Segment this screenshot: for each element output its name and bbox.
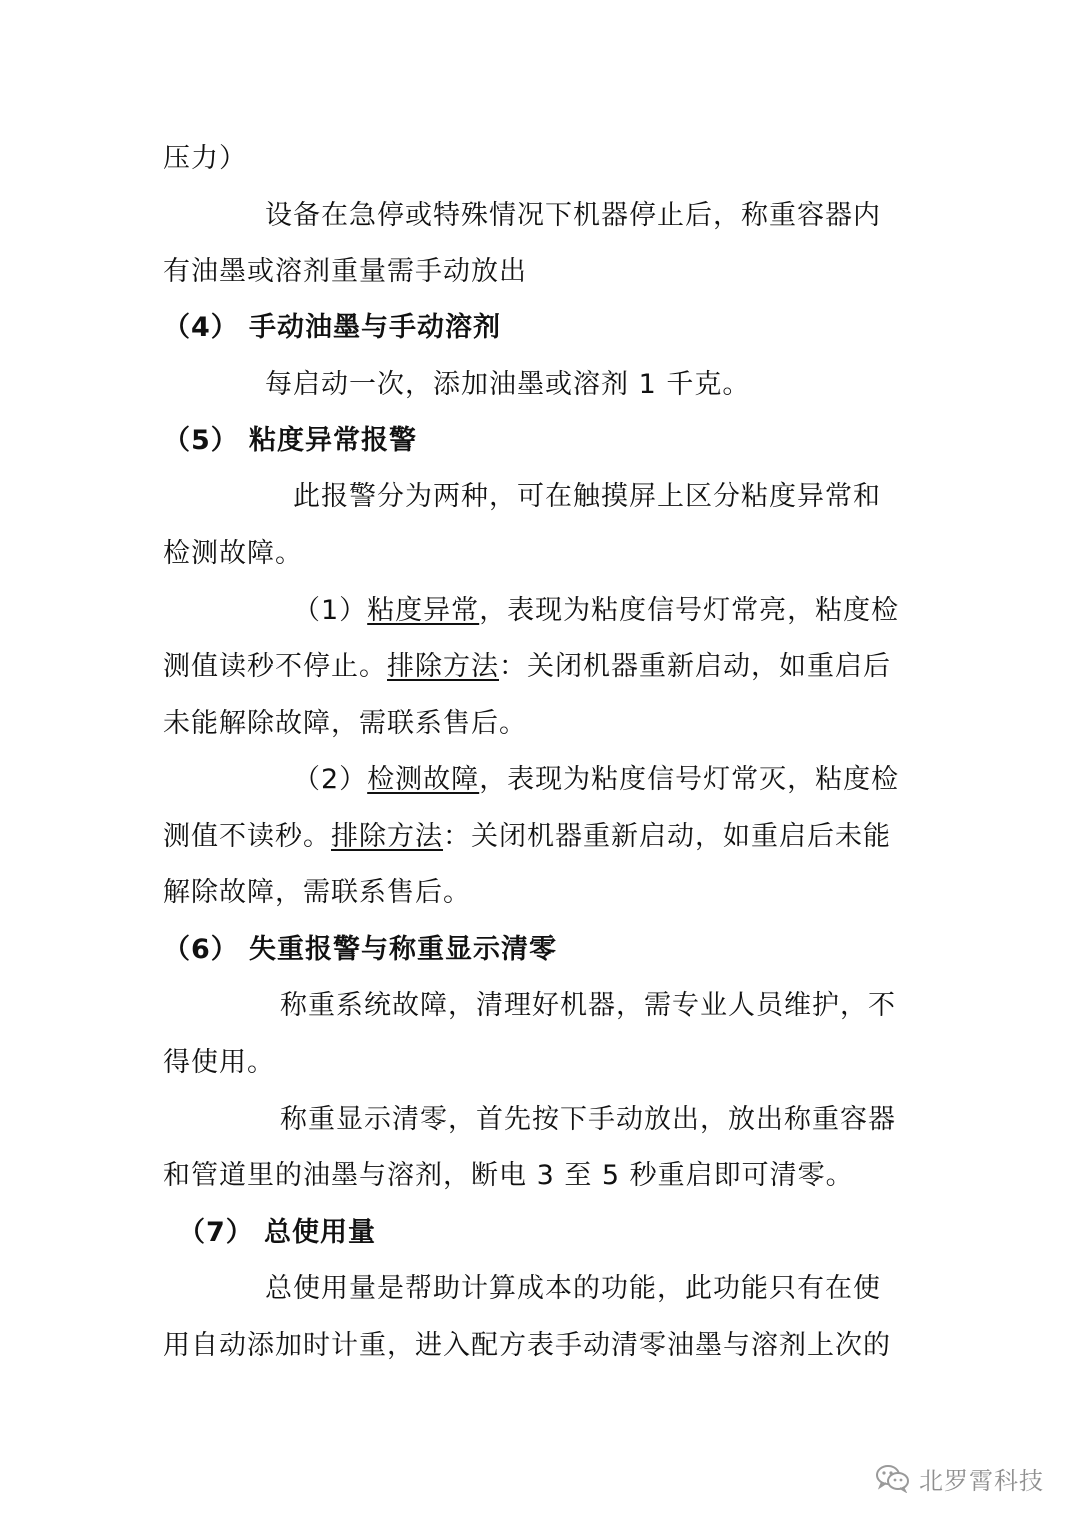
paragraph-line: 压力） (163, 143, 247, 174)
paragraph-text: 测值读秒不停止。 (163, 651, 387, 682)
list-number: （2） (293, 764, 368, 795)
section-heading-5 (163, 424, 417, 458)
paragraph-line (293, 763, 899, 797)
paragraph-text: ，表现为粘度信号灯常灭，粘度检 (479, 764, 900, 795)
section-number: （7） (178, 1217, 254, 1248)
paragraph-text: ，表现为粘度信号灯常亮，粘度检 (479, 595, 900, 626)
paragraph-line (293, 594, 899, 628)
list-number: （1） (293, 595, 368, 626)
section-number: （4） (163, 312, 239, 343)
underlined-term: 排除方法 (387, 651, 499, 682)
section-title: 失重报警与称重显示清零 (249, 934, 557, 965)
section-heading-4 (163, 311, 501, 345)
paragraph-line: 得使用。 (163, 1047, 275, 1078)
underlined-term: 排除方法 (331, 821, 443, 852)
wechat-icon (875, 1463, 911, 1493)
watermark (875, 1458, 1044, 1498)
paragraph-line: 每启动一次，添加油墨或溶剂 1 千克。 (265, 369, 751, 400)
paragraph-line: 称重系统故障，清理好机器，需专业人员维护，不 (280, 990, 896, 1021)
section-number: （5） (163, 425, 239, 456)
section-title: 手动油墨与手动溶剂 (249, 312, 501, 343)
section-heading-7 (178, 1216, 376, 1250)
paragraph-line: 设备在急停或特殊情况下机器停止后，称重容器内 (265, 200, 881, 231)
paragraph-text: ：关闭机器重新启动，如重启后 (499, 651, 891, 682)
section-heading-6 (163, 933, 557, 967)
section-title: 总使用量 (264, 1217, 376, 1248)
paragraph-line: 未能解除故障，需联系售后。 (163, 708, 527, 739)
watermark-text: 北罗霄科技 (919, 1466, 1044, 1495)
paragraph-line: 解除故障，需联系售后。 (163, 877, 471, 908)
paragraph-line (163, 820, 891, 854)
underlined-term: 检测故障 (367, 764, 480, 795)
paragraph-text: 测值不读秒。 (163, 821, 331, 852)
paragraph-line: 检测故障。 (163, 538, 303, 569)
section-title: 粘度异常报警 (249, 425, 417, 456)
paragraph-line: 总使用量是帮助计算成本的功能，此功能只有在使 (265, 1273, 881, 1304)
paragraph-line: 称重显示清零，首先按下手动放出，放出称重容器 (280, 1104, 896, 1135)
paragraph-line: 有油墨或溶剂重量需手动放出 (163, 256, 527, 287)
section-number: （6） (163, 934, 239, 965)
paragraph-text: ：关闭机器重新启动，如重启后未能 (443, 821, 891, 852)
paragraph-line: 此报警分为两种，可在触摸屏上区分粘度异常和 (293, 481, 881, 512)
underlined-term: 粘度异常 (367, 595, 480, 626)
paragraph-line: 和管道里的油墨与溶剂，断电 3 至 5 秒重启即可清零。 (163, 1160, 854, 1191)
paragraph-line (163, 650, 891, 684)
paragraph-line: 用自动添加时计重，进入配方表手动清零油墨与溶剂上次的 (163, 1330, 891, 1361)
